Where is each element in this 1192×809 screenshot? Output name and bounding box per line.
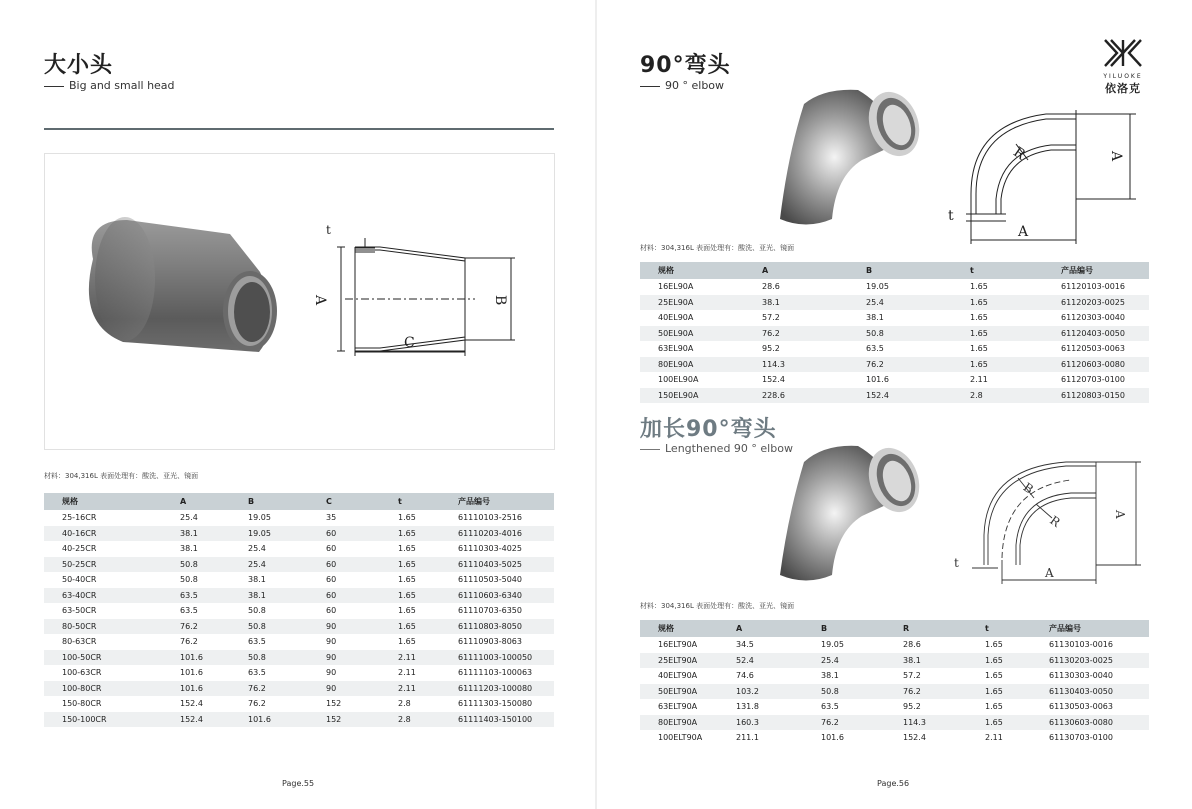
- table-cell: 76.2: [248, 681, 326, 697]
- table-cell: 25.4: [821, 653, 903, 669]
- table-cell: 1.65: [398, 588, 458, 604]
- column-header: 规格: [640, 262, 762, 279]
- table-row: [44, 572, 554, 588]
- table-cell: 61110703-6350: [458, 606, 522, 616]
- table-cell: 61110503-5040: [458, 575, 522, 585]
- table-row: [44, 712, 554, 728]
- table-cell: 61130303-0040: [1049, 671, 1113, 681]
- table-cell: 114.3: [903, 715, 985, 731]
- table-cell: 50.8: [180, 575, 198, 585]
- table-row: [44, 696, 554, 712]
- table-row: [640, 310, 1149, 326]
- table-cell: [458, 727, 554, 743]
- lengthened-elbow-material-note: 材料：304,316L 表面处理有：酸洗、亚光、镜面: [640, 602, 795, 610]
- table-cell: 1.65: [398, 619, 458, 635]
- table-cell: 100-63CR: [62, 668, 102, 678]
- lengthened-elbow-label-t: t: [954, 556, 959, 570]
- table-row: [640, 684, 1149, 700]
- table-row: [640, 388, 1149, 404]
- elbow-label-t: t: [948, 208, 954, 224]
- table-cell: 61130503-0063: [1049, 702, 1113, 712]
- reducer-image-panel: [44, 153, 555, 450]
- table-cell: 211.1: [736, 733, 759, 743]
- table-cell: 76.2: [180, 637, 198, 647]
- column-header: t: [398, 493, 458, 510]
- column-header: B: [248, 493, 326, 510]
- reducer-photo: [89, 217, 277, 352]
- table-row: [640, 279, 1149, 295]
- table-cell: 50EL90A: [640, 326, 762, 342]
- table-cell: 1.65: [970, 326, 1061, 342]
- table-cell: 61110403-5025: [458, 557, 554, 573]
- table-cell: 1.65: [398, 557, 458, 573]
- page-number: Page.55: [282, 779, 315, 788]
- table-row: [640, 326, 1149, 342]
- table-cell: 25.4: [248, 544, 266, 554]
- table-row: [44, 665, 554, 681]
- table-cell: 2.11: [398, 681, 458, 697]
- table-cell: 60: [326, 544, 337, 554]
- table-row: [640, 357, 1149, 373]
- table-cell: 101.6: [866, 375, 889, 385]
- table-cell: 1.65: [398, 526, 458, 542]
- table-row: [640, 699, 1149, 715]
- table-cell: 61120403-0050: [1061, 326, 1149, 342]
- table-cell: 38.1: [866, 313, 884, 323]
- table-cell: 35: [326, 513, 337, 523]
- table-cell: 1.65: [970, 357, 1061, 373]
- table-cell: 50-40CR: [62, 575, 97, 585]
- table-cell: 1.65: [970, 313, 988, 323]
- table-cell: 63.5: [248, 668, 266, 678]
- table-cell: 80EL90A: [640, 357, 762, 373]
- table-cell: 114.3: [762, 357, 866, 373]
- table-row: [640, 668, 1149, 684]
- column-header: R: [903, 620, 985, 637]
- table-cell: 61111103-100063: [458, 668, 533, 678]
- table-row: [44, 619, 554, 635]
- table-cell: 152: [326, 712, 398, 728]
- table-cell: 61120303-0040: [1061, 313, 1125, 323]
- table-cell: 38.1: [762, 295, 866, 311]
- table-cell: 1.65: [398, 544, 416, 554]
- table-header-row: [640, 262, 1149, 279]
- table-cell: 80-63CR: [62, 637, 97, 647]
- table-cell: 61130703-0100: [1049, 733, 1113, 743]
- logo-english: YILUOKE: [1103, 73, 1143, 80]
- reducer-drawing: [337, 238, 515, 356]
- table-cell: 50.8: [248, 619, 326, 635]
- table-cell: 76.2: [762, 326, 866, 342]
- table-cell: [326, 727, 398, 743]
- table-cell: 40-16CR: [44, 526, 180, 542]
- table-cell: 160.3: [736, 715, 821, 731]
- table-cell: 101.6: [180, 668, 203, 678]
- column-header: t: [985, 620, 1049, 637]
- lengthened-elbow-spec-table: [640, 620, 1149, 746]
- table-cell: 63.5: [180, 606, 198, 616]
- table-cell: 2.11: [985, 733, 1003, 743]
- table-cell: 2.8: [398, 712, 458, 728]
- table-cell: 2.8: [398, 699, 411, 709]
- table-cell: 90: [326, 637, 337, 647]
- lengthened-elbow-illustration: [766, 440, 1156, 590]
- table-cell: 63.5: [180, 588, 248, 604]
- table-cell: 38.1: [248, 588, 326, 604]
- elbow-label-a-horiz: A: [1018, 224, 1029, 240]
- table-cell: 76.2: [180, 619, 248, 635]
- table-row: [44, 557, 554, 573]
- table-cell: 90: [326, 668, 337, 678]
- table-cell: 150EL90A: [640, 388, 762, 404]
- table-cell: 1.65: [398, 606, 416, 616]
- table-cell: 1.65: [985, 640, 1003, 650]
- table-cell: 61110103-2516: [458, 513, 522, 523]
- table-row: [44, 588, 554, 604]
- table-cell: 38.1: [180, 526, 248, 542]
- table-cell: 2.11: [970, 375, 988, 385]
- table-cell: 50ELT90A: [640, 684, 736, 700]
- table-row: [44, 510, 554, 526]
- table-cell: 38.1: [821, 671, 839, 681]
- table-cell: 2.8: [970, 388, 1061, 404]
- table-cell: 40EL90A: [658, 313, 694, 323]
- drawing-label-b: B: [492, 295, 508, 306]
- table-cell: 150-80CR: [62, 699, 102, 709]
- table-cell: 76.2: [866, 357, 970, 373]
- table-cell: 61120603-0080: [1061, 357, 1149, 373]
- table-cell: 76.2: [821, 715, 903, 731]
- column-header: 产品编号: [458, 493, 554, 510]
- column-header: 规格: [640, 620, 736, 637]
- table-row: [640, 637, 1149, 653]
- lengthened-elbow-label-b: B: [1020, 479, 1036, 497]
- table-cell: 38.1: [903, 653, 985, 669]
- elbow-label-r: R: [1010, 144, 1028, 164]
- table-cell: 1.65: [970, 344, 988, 354]
- table-cell: 90: [326, 650, 398, 666]
- table-cell: 16ELT90A: [658, 640, 698, 650]
- table-cell: 100-50CR: [44, 650, 180, 666]
- table-row: [640, 295, 1149, 311]
- table-cell: 60: [326, 575, 337, 585]
- page-number: Page.56: [877, 779, 910, 788]
- table-cell: 25.4: [248, 557, 326, 573]
- table-cell: 80-50CR: [44, 619, 180, 635]
- drawing-label-t: t: [326, 223, 331, 237]
- drawing-label-c: C: [404, 335, 415, 351]
- table-row: [44, 634, 554, 650]
- elbow-material-note: 材料：304,316L 表面处理有：酸洗、亚光、镜面: [640, 244, 795, 252]
- table-cell: 50.8: [180, 557, 248, 573]
- table-cell: 50.8: [248, 650, 326, 666]
- table-cell: 63ELT90A: [658, 702, 698, 712]
- table-cell: 60: [326, 588, 398, 604]
- table-cell: 1.65: [970, 282, 988, 292]
- reducer-spec-table: [44, 493, 554, 743]
- table-cell: [44, 727, 180, 743]
- column-header: C: [326, 493, 398, 510]
- table-cell: 61111303-150080: [458, 699, 533, 709]
- table-cell: 1.65: [970, 295, 1061, 311]
- table-cell: 25EL90A: [640, 295, 762, 311]
- table-row: [640, 653, 1149, 669]
- table-cell: 61120103-0016: [1061, 282, 1125, 292]
- table-cell: 152.4: [762, 375, 785, 385]
- table-cell: 152.4: [180, 712, 248, 728]
- yiluoke-logo-icon: [1103, 38, 1143, 68]
- table-cell: 28.6: [762, 282, 780, 292]
- table-cell: 25.4: [866, 295, 970, 311]
- table-cell: 61130103-0016: [1049, 640, 1113, 650]
- table-cell: 57.2: [762, 313, 780, 323]
- elbow-illustration: [766, 84, 1156, 244]
- table-cell: [180, 727, 248, 743]
- table-cell: 60: [326, 606, 337, 616]
- table-cell: 40-25CR: [62, 544, 97, 554]
- table-cell: 19.05: [821, 640, 844, 650]
- lengthened-elbow-label-r: R: [1047, 513, 1063, 530]
- table-cell: 63-50CR: [62, 606, 97, 616]
- table-cell: 1.65: [398, 637, 416, 647]
- table-cell: 228.6: [762, 388, 866, 404]
- table-cell: 61130403-0050: [1049, 684, 1149, 700]
- table-cell: 19.05: [248, 513, 271, 523]
- elbow-drawing: [966, 110, 1136, 244]
- elbow-title: 90°弯头: [640, 53, 731, 78]
- table-cell: 25.4: [180, 513, 198, 523]
- table-cell: 61120803-0150: [1061, 388, 1149, 404]
- table-cell: 52.4: [736, 653, 821, 669]
- table-cell: 60: [326, 557, 398, 573]
- table-row: [44, 727, 554, 743]
- lengthened-elbow-title: 加长90°弯头: [640, 417, 777, 442]
- table-cell: 61130203-0025: [1049, 653, 1149, 669]
- table-cell: 61111003-100050: [458, 650, 554, 666]
- table-cell: 103.2: [736, 684, 821, 700]
- table-cell: 1.65: [985, 702, 1003, 712]
- table-cell: 61111403-150100: [458, 712, 554, 728]
- table-cell: 101.6: [248, 712, 326, 728]
- table-cell: 60: [326, 526, 398, 542]
- table-cell: 61110903-8063: [458, 637, 522, 647]
- table-cell: 25-16CR: [62, 513, 97, 523]
- lengthened-elbow-subtitle: Lengthened 90 ° elbow: [640, 442, 793, 455]
- elbow-subtitle: 90 ° elbow: [640, 79, 724, 92]
- title-divider: [44, 128, 554, 130]
- elbow-label-a-vert: A: [1108, 151, 1124, 162]
- table-row: [44, 603, 554, 619]
- logo-chinese: 依洛克: [1105, 82, 1141, 95]
- table-row: [44, 541, 554, 557]
- table-cell: [398, 727, 458, 743]
- table-cell: 50.8: [866, 326, 970, 342]
- column-header: A: [736, 620, 821, 637]
- table-header-row: [44, 493, 554, 510]
- table-header-row: [640, 620, 1149, 637]
- column-header: B: [866, 262, 970, 279]
- column-header: A: [180, 493, 248, 510]
- table-cell: 1.65: [398, 575, 416, 585]
- table-cell: 50.8: [248, 606, 266, 616]
- table-cell: 61110303-4025: [458, 544, 522, 554]
- lengthened-elbow-label-a-horiz: A: [1045, 566, 1054, 580]
- table-cell: 50.8: [821, 684, 903, 700]
- table-cell: 1.65: [985, 684, 1049, 700]
- table-cell: 152.4: [180, 699, 203, 709]
- reducer-title: 大小头: [44, 53, 114, 78]
- table-cell: 80ELT90A: [640, 715, 736, 731]
- table-cell: 38.1: [248, 575, 266, 585]
- elbow-spec-table: [640, 262, 1149, 403]
- table-cell: 90: [326, 619, 398, 635]
- table-cell: 19.05: [866, 282, 889, 292]
- reducer-subtitle: Big and small head: [44, 79, 175, 92]
- elbow-photo: [780, 85, 928, 225]
- table-row: [44, 650, 554, 666]
- table-cell: 61110803-8050: [458, 619, 554, 635]
- column-header: B: [821, 620, 903, 637]
- table-cell: 61111203-100080: [458, 681, 554, 697]
- column-header: 产品编号: [1061, 262, 1149, 279]
- table-cell: 76.2: [248, 699, 266, 709]
- table-row: [640, 730, 1149, 746]
- lengthened-elbow-photo: [780, 441, 928, 581]
- table-cell: 100EL90A: [658, 375, 699, 385]
- table-row: [640, 715, 1149, 731]
- table-cell: 34.5: [736, 640, 754, 650]
- lengthened-elbow-label-a-vert: A: [1113, 510, 1127, 519]
- table-cell: 40ELT90A: [658, 671, 698, 681]
- table-cell: 57.2: [903, 671, 921, 681]
- reducer-illustration: [45, 154, 554, 449]
- drawing-label-a: A: [312, 295, 328, 306]
- table-cell: 61110603-6340: [458, 588, 554, 604]
- table-cell: 152.4: [903, 733, 926, 743]
- table-cell: 50-25CR: [44, 557, 180, 573]
- table-cell: 95.2: [903, 702, 921, 712]
- table-cell: 76.2: [903, 684, 985, 700]
- table-cell: [248, 727, 326, 743]
- table-cell: 63-40CR: [44, 588, 180, 604]
- table-cell: 28.6: [903, 640, 921, 650]
- table-cell: 101.6: [821, 733, 844, 743]
- table-row: [640, 341, 1149, 357]
- table-cell: 101.6: [180, 650, 248, 666]
- table-cell: 25ELT90A: [640, 653, 736, 669]
- column-header: A: [762, 262, 866, 279]
- reducer-material-note: 材料：304,316L 表面处理有：酸洗、亚光、镜面: [44, 472, 199, 480]
- table-cell: 19.05: [248, 526, 326, 542]
- table-cell: 63EL90A: [658, 344, 694, 354]
- column-header: 产品编号: [1049, 620, 1149, 637]
- table-cell: 100ELT90A: [658, 733, 703, 743]
- table-cell: 61120503-0063: [1061, 344, 1125, 354]
- table-cell: 152: [326, 699, 342, 709]
- table-cell: 63.5: [821, 702, 839, 712]
- table-cell: 150-100CR: [44, 712, 180, 728]
- table-cell: 38.1: [180, 544, 198, 554]
- table-cell: 95.2: [762, 344, 780, 354]
- column-header: 规格: [44, 493, 180, 510]
- table-cell: 1.65: [985, 671, 1003, 681]
- table-cell: 1.65: [985, 715, 1049, 731]
- table-cell: 90: [326, 681, 398, 697]
- table-row: [44, 681, 554, 697]
- table-cell: 101.6: [180, 681, 248, 697]
- table-cell: 2.11: [398, 668, 416, 678]
- table-row: [44, 526, 554, 542]
- table-cell: 61130603-0080: [1049, 715, 1149, 731]
- table-cell: 2.11: [398, 650, 458, 666]
- table-cell: 1.65: [985, 653, 1049, 669]
- table-cell: 61120203-0025: [1061, 295, 1149, 311]
- table-cell: 74.6: [736, 671, 754, 681]
- table-cell: 63.5: [866, 344, 884, 354]
- table-cell: 61110203-4016: [458, 526, 554, 542]
- table-cell: 131.8: [736, 702, 759, 712]
- table-cell: 152.4: [866, 388, 970, 404]
- table-row: [640, 372, 1149, 388]
- table-cell: 1.65: [398, 513, 416, 523]
- table-cell: 16EL90A: [658, 282, 694, 292]
- column-header: t: [970, 262, 1061, 279]
- table-cell: 61120703-0100: [1061, 375, 1125, 385]
- table-cell: 63.5: [248, 637, 266, 647]
- table-cell: 100-80CR: [44, 681, 180, 697]
- page-56: [596, 0, 1192, 809]
